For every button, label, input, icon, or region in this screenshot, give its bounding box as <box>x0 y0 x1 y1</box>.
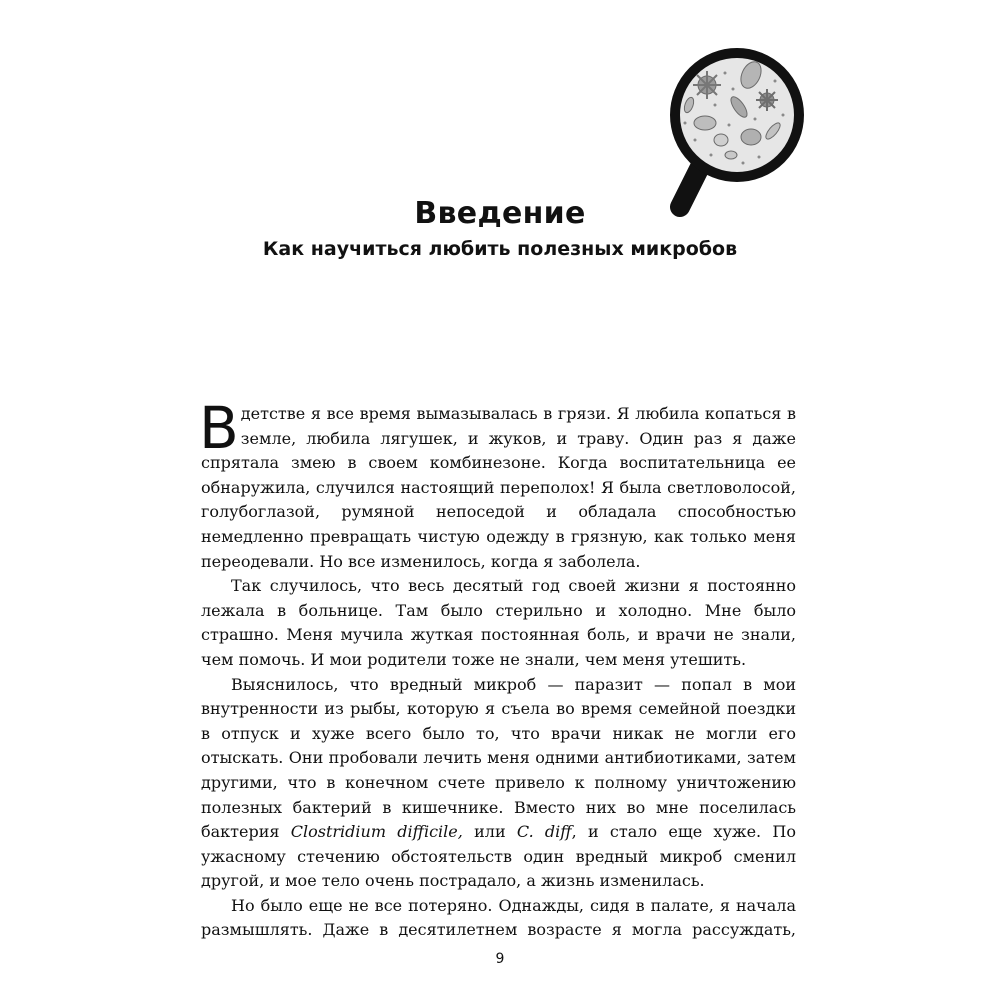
paragraph-text: , и стало еще хуже. По ужасному стечению обстоятельств один вредный микроб сменил другой, и мое тело очень пострадало, а жизнь изменилась. <box>201 822 796 891</box>
paragraph-text: детстве я все время вымазывалась в грязи. Я любила копаться в земле, любила лягушек, и жуков, и траву. Один раз я даже спрятала змею в своем комбинезоне. Когда воспитательница ее обнаружила, случился настоящий переполох! Я была светловолосой, голубоглазой, румяной непоседой и обладала способностью немедленно превращать чистую одежду в грязную, как только меня переодевали. Но все изменилось, когда я заболела. <box>201 404 796 571</box>
drop-cap: В <box>199 394 239 462</box>
body-text <box>199 394 796 943</box>
paragraph: Но было еще не все потеряно. Однажды, сидя в палате, я начала размышлять. Даже в десятилетнем возрасте я могла рассуждать, <box>201 895 796 940</box>
paragraph-text: Выяснилось, что вредный микроб — паразит — попал в мои внутренности из рыбы, которую я съела во время семейной поездки в отпуск и хуже всего было то, что врачи никак не могли его отыскать. Они пробовали лечить меня одними антибиотиками, затем другими, что в конечном счете привело к полному уничтожению полезных бактерий в кишечнике. Вместо них во мне поселилась бактерия <box>201 674 796 842</box>
page-number: 9 <box>495 951 505 967</box>
magnifier-with-microbes-icon <box>655 45 820 220</box>
chapter-subtitle: Как научиться любить полезных микробов <box>262 238 738 260</box>
chapter-title: Введение <box>414 196 586 231</box>
paragraph-text: или <box>462 822 517 842</box>
paragraph: Так случилось, что весь десятый год своей жизни я постоянно лежала в больнице. Там было стерильно и холодно. Мне было страшно. Меня мучила жуткая постоянная боль, и врачи не знали, чем помочь. И мои родители тоже не знали, чем меня утешить. <box>201 576 796 669</box>
paragraph <box>199 394 796 574</box>
paragraph <box>201 673 796 894</box>
italic-term: Clostridium difficile, <box>290 822 463 842</box>
italic-term: C. diff <box>516 822 572 842</box>
